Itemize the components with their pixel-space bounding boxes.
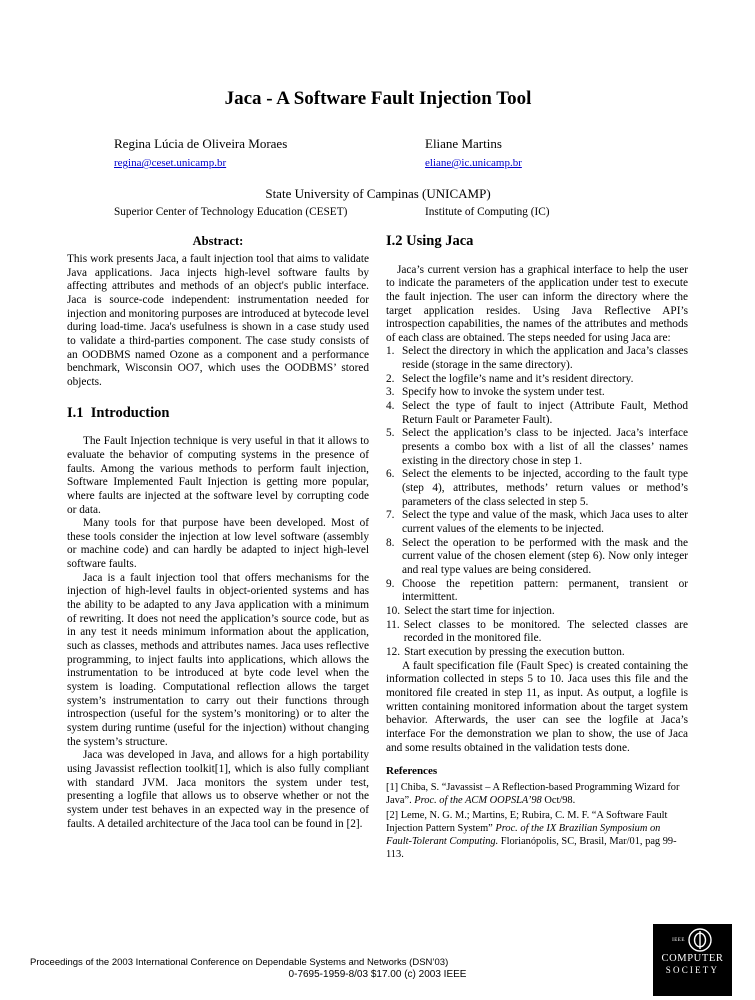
- step-text: Select the type of fault to inject (Attribute Fault, Method Return Fault or Parameter Fault).: [402, 400, 688, 426]
- step-number: 5.: [386, 427, 395, 440]
- step-text: Select the application’s class to be injected. Jaca’s interface presents a combo box with a list of all the classes’ names existing in the directory chose in step 1.: [402, 427, 688, 467]
- affiliation-university: State University of Campinas (UNICAMP): [265, 186, 491, 201]
- list-item-step: [386, 373, 688, 387]
- abstract-heading: Abstract:: [192, 234, 244, 248]
- step-number: 11.: [386, 618, 400, 631]
- step-number: 3.: [386, 386, 395, 399]
- step-text: Select the logfile’s name and it’s resident directory.: [402, 372, 634, 385]
- paragraph: Many tools for that purpose have been developed. Most of these tools consider the injection at low level software (assembly or machine code) and can hardly be adapted to inject high-level software faults.: [67, 517, 369, 571]
- step-number: 2.: [386, 372, 395, 385]
- list-item-step: [386, 509, 688, 536]
- step-number: 12.: [386, 645, 401, 658]
- author-2: [378, 136, 689, 171]
- reference-item: [386, 810, 688, 862]
- step-number: 9.: [386, 577, 395, 590]
- paper-title: Jaca - A Software Fault Injection Tool: [224, 88, 532, 109]
- logo-emblem-row: [653, 924, 732, 953]
- list-item-step: [386, 537, 688, 578]
- step-text: Specify how to invoke the system under test.: [402, 386, 605, 399]
- affiliation-departments: [67, 206, 689, 218]
- reference-text: Oct/98.: [541, 795, 576, 807]
- step-number: 1.: [386, 345, 395, 358]
- author-email-link[interactable]: eliane@ic.unicamp.br: [425, 157, 522, 169]
- step-text: Select the elements to be injected, according to the fault type (step 4), attributes, methods’ return values or method’s parameters of the class selected in step 5.: [402, 468, 688, 508]
- reference-text: Florianópolis, SC, Brasil, Mar/01, pag 99-113.: [386, 836, 677, 860]
- reference-text: [1] Chiba, S. “Javassist – A Reflection-based Programming Wizard for Java”.: [386, 782, 680, 807]
- logo-society-text: SOCIETY: [665, 965, 720, 976]
- step-text: Select the type and value of the mask, which Jaca uses to alter current values of the elements to be injected.: [402, 509, 688, 535]
- authors-block: [67, 136, 689, 171]
- step-number: 6.: [386, 468, 395, 481]
- ieee-label: IEEE: [672, 937, 685, 943]
- two-column-body: [67, 233, 689, 864]
- paragraph: Jaca is a fault injection tool that offers mechanisms for the injection of high-level faults in object-oriented systems and has the ability to be adapted to any Java application with a minimum of rewriting. It does not need the application’s source code, but as in any test it needs minimum information about the application, such as classes, methods and attributes names. Jaca uses reflective programming, to inject faults into applications, which allows the instrumentation to be introduced at byte code level when the system is loading. Computational reflection allows the target system’s instrumentation to carry out their functions through introspection (useful for the system’s monitoring) or to alter the system during runtime (useful for the injection) without changing the system’s structure.: [67, 571, 369, 748]
- step-number: 10.: [386, 604, 401, 617]
- logo-computer-text: COMPUTER: [661, 953, 724, 964]
- author-1: [67, 136, 378, 171]
- ieee-computer-society-logo: [653, 924, 732, 996]
- list-item-step: [386, 578, 688, 605]
- abstract-text: This work presents Jaca, a fault injection tool that aims to validate Java applications. Jaca injects high-level software faults by affecting attributes and methods of an object's public interface. Jaca is source-code independent: instrumentation needed for injection and monitoring purposes are introduced at bytecode level during load-time. Jaca's usefulness is shown in a case study used to validate a third-parties component. The case study consists of an OODBMS named Ozone as a component and a performance benchmark, Wisconsin OO7, which uses the OODBMS’ stored objects.: [67, 253, 369, 389]
- paragraph: The Fault Injection technique is very useful in that it allows to evaluate the behavior of computing systems in the presence of faults. Among the various methods to perform fault injection, Software Implemented Fault Injection is getting more popular, where faults are injected at the software level by corrupting code or data.: [67, 435, 369, 516]
- list-item-step: [386, 386, 688, 400]
- step-number: 8.: [386, 536, 395, 549]
- section-heading-using-jaca: I.2 Using Jaca: [386, 233, 474, 249]
- step-text: Select the directory in which the application and Jaca’s classes reside (storage in the same directory).: [402, 345, 688, 372]
- references-heading: References: [386, 765, 438, 778]
- department-2: Institute of Computing (IC): [425, 206, 550, 218]
- reference-text: [2] Leme, N. G. M.; Martins, E; Rubira, C. M. F. “A Software Fault Injection Pattern System”: [386, 810, 668, 835]
- list-item-step: [386, 605, 688, 619]
- step-text: Start execution by pressing the execution button.: [404, 645, 625, 658]
- step-number: 4.: [386, 400, 395, 413]
- reference-venue: Proc. of the IX Brazilian Symposium on Fault-Tolerant Computing.: [386, 823, 661, 848]
- step-text: Select the operation to be performed with the mask and the current value of the chosen element (step 6). Now only integer and real type values are being considered.: [402, 536, 688, 576]
- paragraph: A fault specification file (Fault Spec) is created containing the information collected in steps 5 to 10. Jaca uses this file and the monitored file created in step 11, as input. As output, a logfile is written containing monitored information about the target system behavior. Afterwards, the user can see the logfile at Jaca’s interface For the demonstration we plan to show, the use of Jaca and some results obtained in the validation tests done.: [386, 659, 688, 754]
- reference-venue: Proc. of the ACM OOPSLA’98: [414, 795, 542, 807]
- left-column: [67, 233, 369, 864]
- phi-emblem-icon: [687, 927, 713, 953]
- paragraph: Jaca’s current version has a graphical interface to help the user to indicate the parameters of the application under test to execute the fault injection. The user can inform the directory where the target application resides. Using Java Reflective API’s introspection capabilities, the names of the attributes and methods of each class are obtained. The steps needed for using Jaca are:: [386, 263, 688, 344]
- author-name: Regina Lúcia de Oliveira Moraes: [114, 136, 288, 151]
- list-item-step: [386, 468, 688, 509]
- footer-copyright-line: 0-7695-1959-8/03 $17.00 (c) 2003 IEEE: [288, 969, 467, 980]
- paragraph: Jaca was developed in Java, and allows for a high portability using Javassist reflection toolkit[1], which is also fully compliant with standard JVM. Jaca monitors the system under test, presenting a logfile that allows us to observe whether or not the system under test behaves in an expected way in the presence of faults. A detailed architecture of the Jaca tool can be found in [2].: [67, 749, 369, 830]
- step-text: Select the start time for injection.: [404, 604, 555, 617]
- list-item-step: [386, 400, 688, 427]
- paper-page: [67, 0, 689, 864]
- right-column: [386, 233, 688, 864]
- author-name: Eliane Martins: [425, 136, 502, 151]
- department-1: Superior Center of Technology Education (CESET): [114, 206, 348, 218]
- step-text: Select classes to be monitored. The selected classes are recorded in the monitored file.: [403, 618, 688, 645]
- list-item-step: [386, 646, 688, 660]
- step-text: Choose the repetition pattern: permanent, transient or intermittent.: [402, 577, 688, 604]
- section-heading-introduction: I.1 Introduction: [67, 404, 170, 421]
- reference-item: [386, 782, 688, 808]
- steps-list: [386, 345, 688, 659]
- list-item-step: [386, 619, 688, 646]
- footer-proceedings-line: Proceedings of the 2003 International Conference on Dependable Systems and Networks (DSN’03): [30, 957, 449, 968]
- list-item-step: [386, 427, 688, 468]
- author-email-link[interactable]: regina@ceset.unicamp.br: [114, 157, 227, 169]
- list-item-step: [386, 345, 688, 372]
- step-number: 7.: [386, 509, 395, 522]
